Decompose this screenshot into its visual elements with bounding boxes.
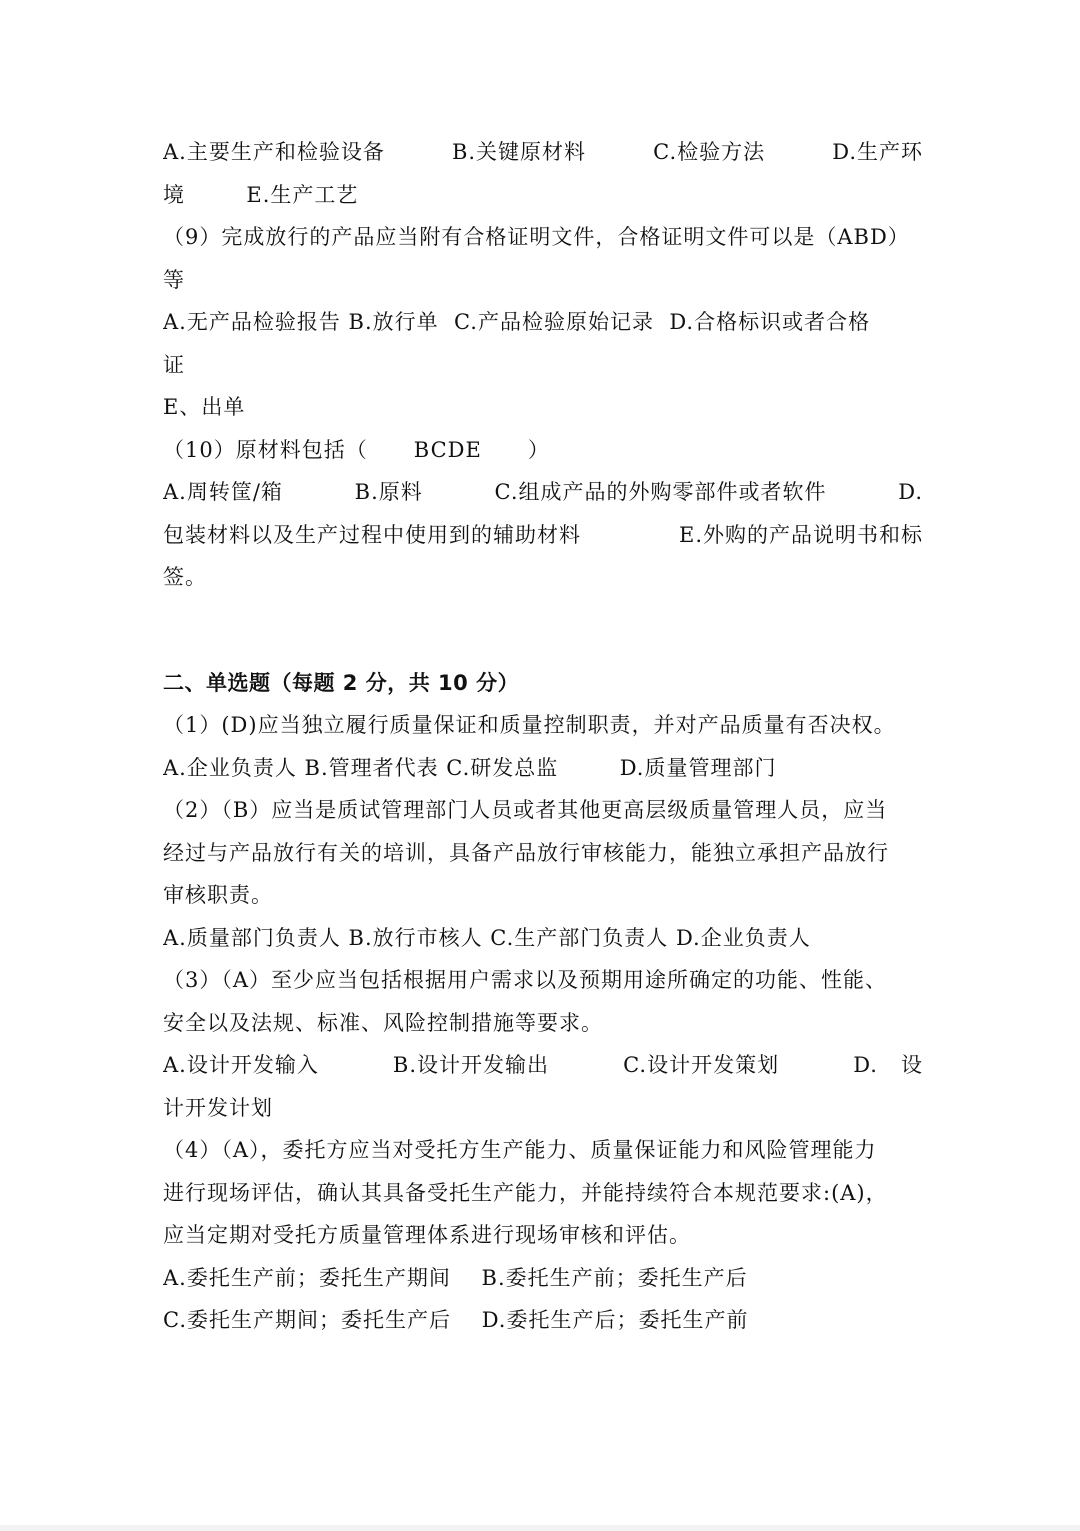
q10-option-a: A.周转筐/箱 (163, 480, 283, 504)
q10-options-line-1 (163, 471, 923, 514)
q10-option-c: C.组成产品的外购零部件或者软件 (494, 480, 827, 504)
q10-option-d: D. (898, 480, 923, 504)
q8-option-b: B.关键原材料 (451, 140, 587, 164)
q8-option-a: A.主要生产和检验设备 (163, 140, 385, 164)
s2-q4-stem-line-3: 应当定期对受托方质量管理体系进行现场审核和评估。 (163, 1223, 691, 1247)
s2-q2-stem-line-3: 审核职责。 (163, 883, 273, 907)
q9-options-line-1: A.无产品检验报告 B.放行单 C.产品检验原始记录 D.合格标识或者合格 (163, 310, 871, 334)
s2-q3-option-c: C.设计开发策划 (623, 1053, 780, 1077)
section-spacer (163, 599, 923, 662)
q10-options-line-3: 签。 (163, 565, 207, 589)
q9-stem-line-1: （9）完成放行的产品应当附有合格证明文件，合格证明文件可以是（ABD） (163, 225, 910, 249)
s2-q4-options-line-2: C.委托生产期间；委托生产后 D.委托生产后；委托生产前 (163, 1308, 749, 1332)
s2-q3-options-line-1 (163, 1044, 923, 1087)
s2-q3-option-d: D. 设 (853, 1053, 923, 1077)
s2-q3-stem-line-2: 安全以及法规、标准、风险控制措施等要求。 (163, 1010, 603, 1035)
q10-option-d-cont: 包装材料以及生产过程中使用到的辅助材料 (163, 522, 581, 547)
page-content (163, 131, 923, 1342)
q9-options-line-3: E、出单 (163, 395, 246, 419)
s2-q3-option-a: A.设计开发输入 (163, 1053, 319, 1077)
q9-stem-line-2: 等 (163, 267, 185, 292)
q9-options-line-2: 证 (163, 352, 185, 377)
section-2-heading: 二、单选题（每题 2 分，共 10 分） (163, 670, 520, 695)
page-bottom-edge (0, 1525, 1080, 1531)
s2-q3-options-line-2: 计开发计划 (163, 1095, 273, 1120)
s2-q4-options-line-1: A.委托生产前；委托生产期间 B.委托生产前；委托生产后 (163, 1265, 748, 1290)
q8-option-c: C.检验方法 (653, 140, 766, 164)
s2-q2-options: A.质量部门负责人 B.放行市核人 C.生产部门负责人 D.企业负责人 (163, 925, 811, 950)
s2-q2-stem-line-1: （2）（B）应当是质试管理部门人员或者其他更高层级质量管理人员，应当 (163, 798, 888, 822)
s2-q4-stem-line-2: 进行现场评估，确认其具备受托生产能力，并能持续符合本规范要求:(A)， (163, 1180, 888, 1205)
q8-options-line-1 (163, 131, 923, 174)
s2-q2-stem-line-2: 经过与产品放行有关的培训，具备产品放行审核能力，能独立承担产品放行 (163, 840, 889, 865)
q10-options-line-2 (163, 514, 923, 557)
q10-option-e: E.外购的产品说明书和标 (678, 522, 923, 547)
s2-q3-option-b: B.设计开发输出 (392, 1053, 550, 1077)
s2-q4-stem-line-1: （4）（A），委托方应当对受托方生产能力、质量保证能力和风险管理能力 (163, 1138, 877, 1162)
q8-option-d: D.生产环 (832, 140, 923, 164)
q8-options-line-2: 境 E.生产工艺 (163, 182, 359, 207)
s2-q3-stem-line-1: （3）（A）至少应当包括根据用户需求以及预期用途所确定的功能、性能、 (163, 968, 888, 992)
s2-q1-stem: （1）(D)应当独立履行质量保证和质量控制职责，并对产品质量有否决权。 (163, 713, 896, 737)
q10-option-b: B.原料 (354, 480, 423, 504)
s2-q1-options: A.企业负责人 B.管理者代表 C.研发总监 D.质量管理部门 (163, 755, 777, 780)
q10-stem: （10）原材料包括（ BCDE ） (163, 437, 550, 462)
